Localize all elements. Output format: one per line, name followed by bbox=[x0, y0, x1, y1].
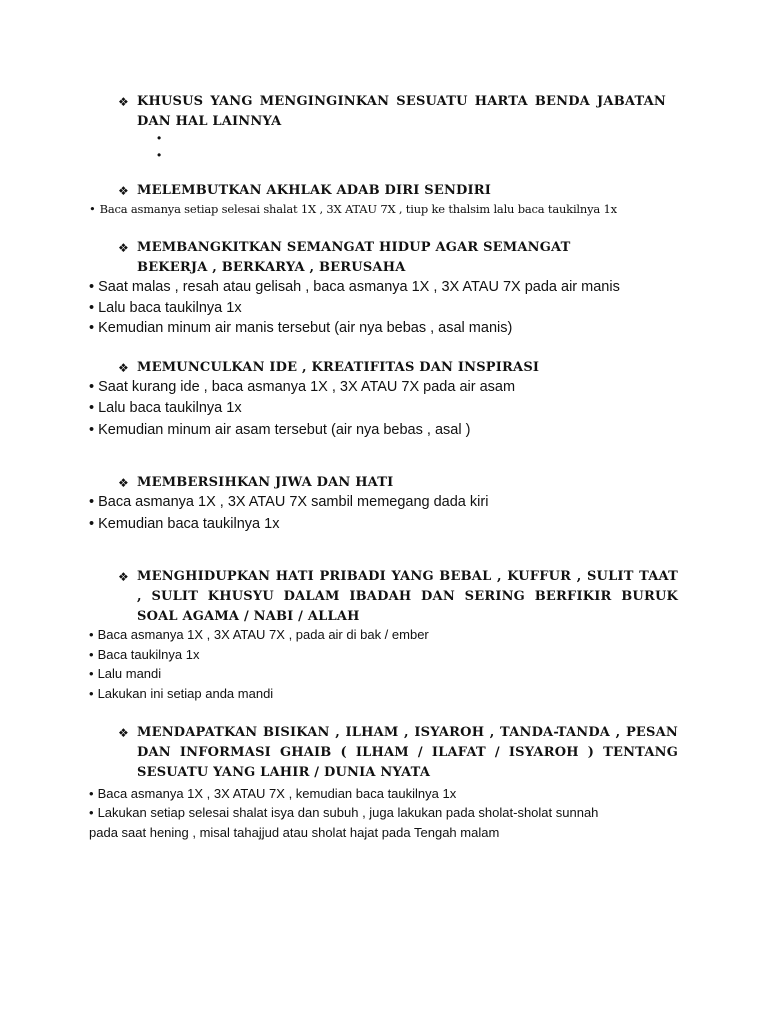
section-heading bbox=[118, 92, 666, 132]
diamond-bullet-icon: ❖ bbox=[118, 361, 129, 375]
list-item bbox=[89, 201, 617, 217]
list-item-text: Lakukan ini setiap anda mandi bbox=[97, 686, 274, 701]
bullet-icon: • bbox=[89, 279, 95, 295]
bullet-icon: • bbox=[89, 627, 94, 642]
list-item bbox=[89, 298, 242, 318]
list-item bbox=[89, 318, 512, 338]
list-item-text: Lakukan setiap selesai shalat isya dan subuh , juga lakukan pada sholat-sholat sunnah bbox=[97, 805, 599, 820]
bullet-icon: • bbox=[89, 666, 94, 681]
list-item bbox=[89, 664, 161, 684]
list-item-text: Baca asmanya 1X , 3X ATAU 7X , pada air di bak / ember bbox=[97, 627, 429, 642]
list-item bbox=[89, 625, 429, 645]
diamond-bullet-icon: ❖ bbox=[118, 95, 129, 109]
list-item bbox=[89, 645, 199, 665]
section-heading bbox=[118, 238, 678, 278]
bullet-icon: • bbox=[89, 494, 95, 510]
bullet-icon: • bbox=[89, 379, 95, 395]
diamond-bullet-icon: ❖ bbox=[118, 184, 129, 198]
heading-text: MELEMBUTKAN AKHLAK ADAB DIRI SENDIRI bbox=[137, 183, 492, 198]
list-item bbox=[89, 277, 620, 297]
bullet-icon: • bbox=[89, 422, 95, 438]
list-item-text: Baca asmanya setiap selesai shalat 1X , 3X ATAU 7X , tiup ke thalsim lalu baca taukilnya 1x bbox=[99, 202, 617, 216]
diamond-bullet-icon: ❖ bbox=[118, 476, 129, 490]
section-heading bbox=[118, 358, 678, 378]
list-item-text: Kemudian minum air asam tersebut (air nya bebas , asal ) bbox=[98, 422, 471, 438]
bullet-icon: • bbox=[89, 400, 95, 416]
list-item bbox=[89, 684, 273, 704]
heading-text: MEMBANGKITKAN SEMANGAT HIDUP AGAR SEMANGAT BEKERJA , BERKARYA , BERUSAHA bbox=[137, 240, 571, 275]
bullet-icon: • bbox=[89, 805, 94, 820]
heading-text: MENGHIDUPKAN HATI PRIBADI YANG BEBAL , KUFFUR , SULIT TAAT , SULIT KHUSYU DALAM IBADAH DAN SERING BERFIKIR BURUK SOAL AGAMA / NABI / ALLAH bbox=[137, 569, 678, 624]
diamond-bullet-icon: ❖ bbox=[118, 570, 129, 584]
heading-text: MEMUNCULKAN IDE , KREATIFITAS DAN INSPIRASI bbox=[137, 360, 540, 375]
bullet-icon: • bbox=[89, 300, 95, 316]
bullet-icon: • bbox=[89, 686, 94, 701]
bullet-icon: • bbox=[89, 202, 96, 216]
list-item-text: Lalu baca taukilnya 1x bbox=[98, 400, 242, 416]
list-item bbox=[89, 420, 470, 440]
section-heading bbox=[118, 567, 678, 627]
bullet-icon: • bbox=[89, 786, 94, 801]
list-item-text: Kemudian minum air manis tersebut (air nya bebas , asal manis) bbox=[98, 320, 513, 336]
sub-bullet: • bbox=[157, 131, 162, 145]
section-heading bbox=[118, 181, 678, 201]
list-item-text: Baca asmanya 1X , 3X ATAU 7X , kemudian baca taukilnya 1x bbox=[97, 786, 457, 801]
bullet-icon: • bbox=[89, 516, 95, 532]
bullet-icon: • bbox=[89, 647, 94, 662]
section-heading bbox=[118, 723, 678, 783]
list-item bbox=[89, 514, 279, 534]
bullet-icon: • bbox=[89, 320, 95, 336]
list-item-text: Kemudian baca taukilnya 1x bbox=[98, 516, 280, 532]
sub-bullet: • bbox=[157, 148, 162, 162]
list-item bbox=[89, 492, 488, 512]
list-item-text: Saat kurang ide , baca asmanya 1X , 3X ATAU 7X pada air asam bbox=[98, 379, 516, 395]
heading-text: MENDAPATKAN BISIKAN , ILHAM , ISYAROH , TANDA-TANDA , PESAN DAN INFORMASI GHAIB ( ILHAM / ILAFAT / ISYAROH ) TENTANG SESUATU YANG LAHIR / DUNIA NYATA bbox=[137, 725, 678, 780]
list-item-text: Baca taukilnya 1x bbox=[97, 647, 200, 662]
diamond-bullet-icon: ❖ bbox=[118, 241, 129, 255]
list-item-text: Baca asmanya 1X , 3X ATAU 7X sambil memegang dada kiri bbox=[98, 494, 489, 510]
list-item-text: Lalu mandi bbox=[97, 666, 162, 681]
list-item-continuation: pada saat hening , misal tahajjud atau sholat hajat pada Tengah malam bbox=[89, 825, 500, 840]
diamond-bullet-icon: ❖ bbox=[118, 726, 129, 740]
list-item bbox=[89, 398, 242, 418]
list-item bbox=[89, 784, 456, 804]
heading-text: MEMBERSIHKAN JIWA DAN HATI bbox=[137, 475, 394, 490]
heading-text: KHUSUS YANG MENGINGINKAN SESUATU HARTA BENDA JABATAN DAN HAL LAINNYA bbox=[137, 94, 666, 129]
list-item-text: Lalu baca taukilnya 1x bbox=[98, 300, 242, 316]
list-item-text: Saat malas , resah atau gelisah , baca asmanya 1X , 3X ATAU 7X pada air manis bbox=[98, 279, 620, 295]
list-item bbox=[89, 803, 598, 823]
section-heading bbox=[118, 473, 678, 493]
list-item bbox=[89, 377, 515, 397]
